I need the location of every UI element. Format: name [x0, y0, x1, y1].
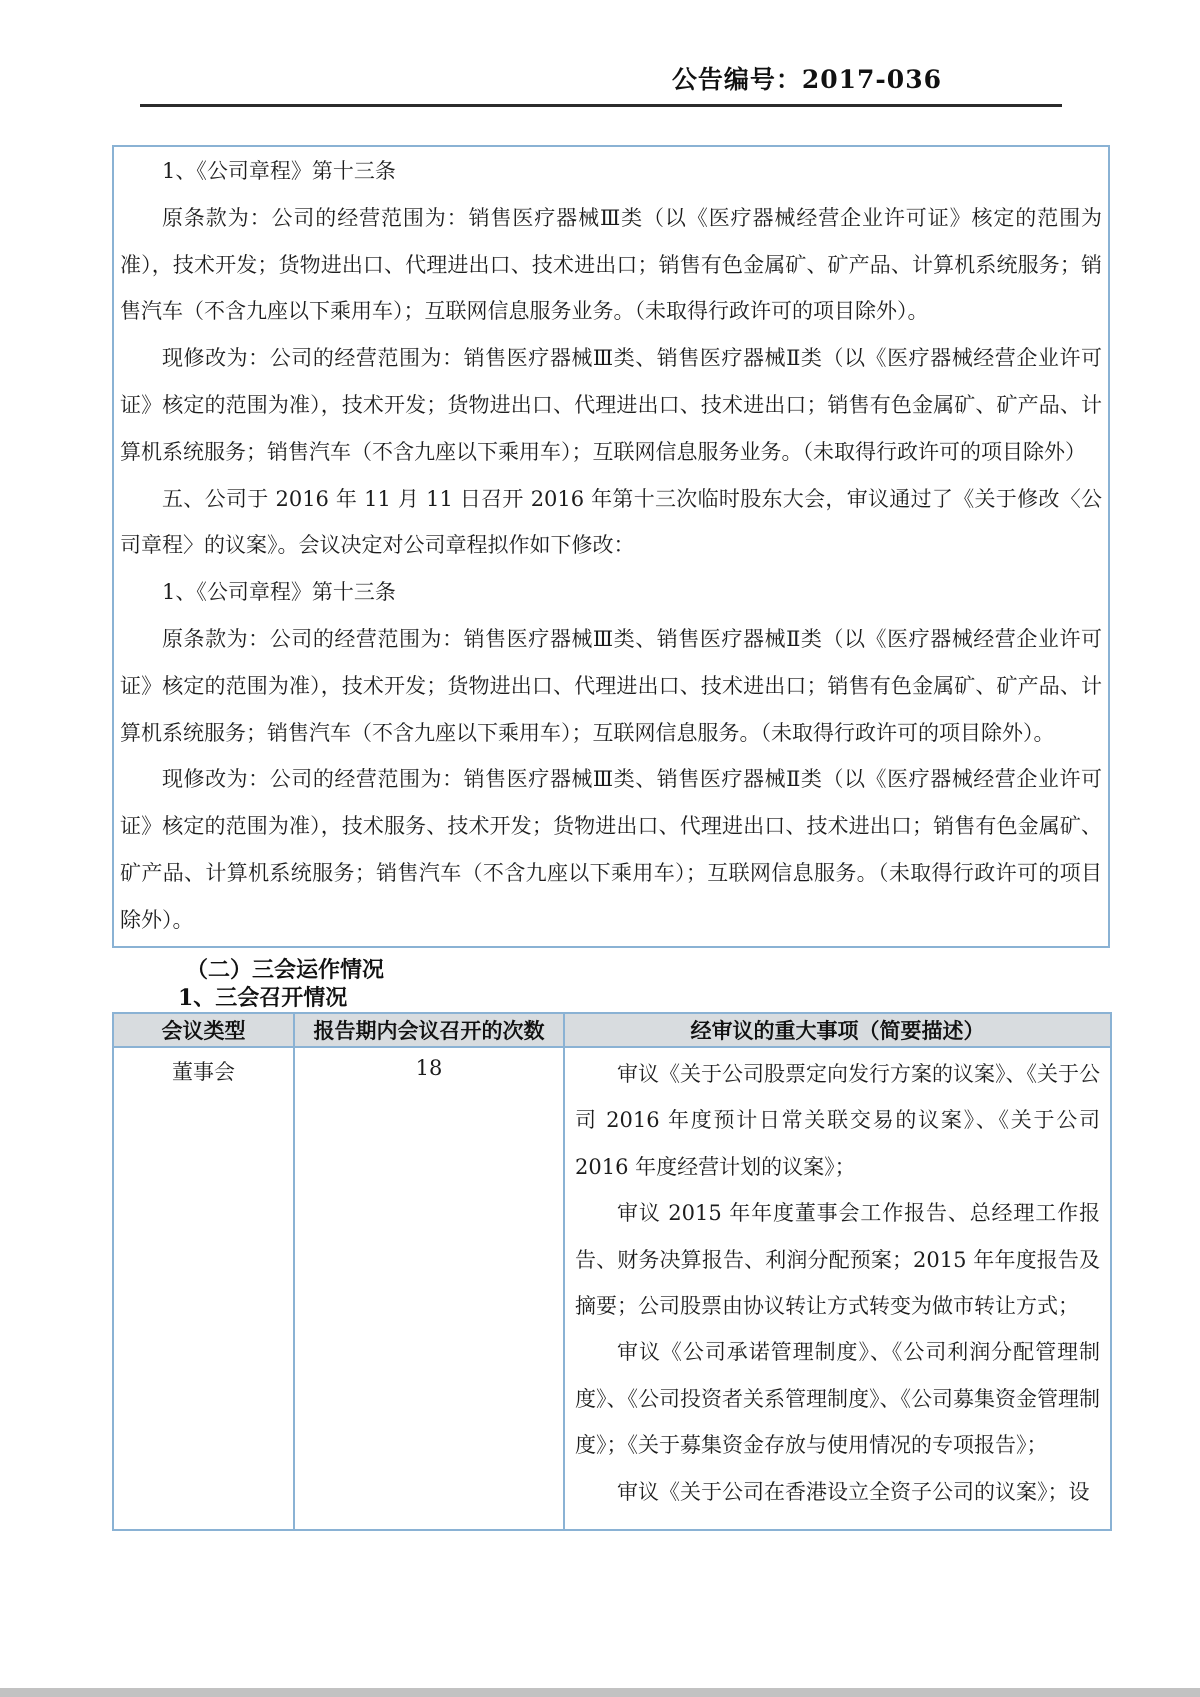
column-header-meeting-count: 报告期内会议召开的次数: [294, 1013, 564, 1047]
header-rule: [140, 104, 1062, 107]
page-bottom-edge: [0, 1688, 1200, 1697]
section-heading-operations: （二）三会运作情况: [186, 957, 385, 983]
cell-major-matters: [564, 1047, 1111, 1530]
amendments-text-box: [112, 145, 1110, 948]
column-header-major-matters: 经审议的重大事项（简要描述）: [564, 1013, 1111, 1047]
paragraph-amended-clause: 现修改为：公司的经营范围为：销售医疗器械Ⅲ类、销售医疗器械Ⅱ类（以《医疗器械经营企业许可证》核定的范围为准），技术开发；货物进出口、代理进出口、技术进出口；销售有色金属矿、矿产品、计算机系统服务；销售汽车（不含九座以下乘用车）；互联网信息服务业务。（未取得行政许可的项目除外）: [120, 346, 1102, 464]
paragraph-original-clause: 原条款为：公司的经营范围为：销售医疗器械Ⅲ类（以《医疗器械经营企业许可证》核定的范围为准），技术开发；货物进出口、代理进出口、技术进出口；销售有色金属矿、矿产品、计算机系统服务；销售汽车（不含九座以下乘用车）；互联网信息服务业务。（未取得行政许可的项目除外）。: [120, 205, 1102, 324]
paragraph-article-title-2: 1、《公司章程》第十三条: [162, 580, 396, 605]
cell-meeting-count: 18: [294, 1047, 564, 1530]
section-heading-meetings-held: 1、三会召开情况: [178, 985, 348, 1011]
paragraph-amended-clause-2: 现修改为：公司的经营范围为：销售医疗器械Ⅲ类、销售医疗器械Ⅱ类（以《医疗器械经营企业许可证》核定的范围为准），技术服务、技术开发；货物进出口、代理进出口、技术进出口；销售有色金属矿、矿产品、计算机系统服务；销售汽车（不含九座以下乘用车）；互联网信息服务。（未取得行政许可的项目除外）。: [120, 767, 1102, 932]
meetings-table: [112, 1012, 1112, 1531]
cell-meeting-type: 董事会: [113, 1047, 294, 1530]
table-row: [113, 1047, 1111, 1530]
paragraph-meeting-resolution: 五、公司于 2016 年 11 月 11 日召开 2016 年第十三次临时股东大会，审议通过了《关于修改〈公司章程〉的议案》。会议决定对公司章程拟作如下修改：: [120, 486, 1102, 558]
paragraph-original-clause-2: 原条款为：公司的经营范围为：销售医疗器械Ⅲ类、销售医疗器械Ⅱ类（以《医疗器械经营企业许可证》核定的范围为准），技术开发；货物进出口、代理进出口、技术进出口；销售有色金属矿、矿产品、计算机系统服务；销售汽车（不含九座以下乘用车）；互联网信息服务。（未取得行政许可的项目除外）。: [120, 626, 1102, 745]
matter-item: 审议《关于公司股票定向发行方案的议案》、《关于公司 2016 年度预计日常关联交易的议案》、《关于公司 2016 年度经营计划的议案》；: [575, 1062, 1100, 1179]
matter-item: 审议《关于公司在香港设立全资子公司的议案》；设: [617, 1479, 1090, 1504]
matter-item: 审议《公司承诺管理制度》、《公司利润分配管理制度》、《公司投资者关系管理制度》、《公司募集资金管理制度》；《关于募集资金存放与使用情况的专项报告》；: [575, 1340, 1100, 1458]
announcement-number: 公告编号：2017-036: [671, 65, 942, 94]
matter-item: 审议 2015 年年度董事会工作报告、总经理工作报告、财务决算报告、利润分配预案；2015 年年度报告及摘要；公司股票由协议转让方式转变为做市转让方式；: [575, 1201, 1100, 1319]
paragraph-article-title: 1、《公司章程》第十三条: [162, 159, 396, 183]
column-header-meeting-type: 会议类型: [113, 1013, 294, 1047]
table-header-row: [113, 1013, 1111, 1047]
